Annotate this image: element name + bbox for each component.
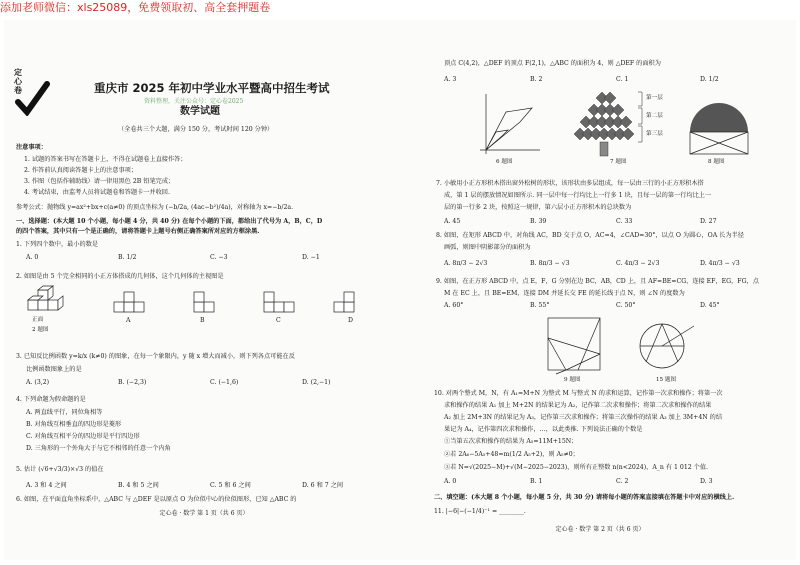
q4-option-c: C. 对角线互相平分的四边形是平行四边形 (26, 433, 140, 440)
section-1-heading: 一、选择题：(本大题 10 个小题，每小题 4 分，共 40 分) 在每个小题的下面，都给出了代号为 A，B，C，D (16, 218, 323, 225)
fig7-caption: 7 题图 (610, 159, 627, 165)
q5-option-c: C. 5 和 6 之间 (210, 482, 251, 489)
q1-option-d: D. −1 (302, 254, 320, 261)
page-title: 重庆市 2025 年初中学业水平暨高中招生考试 (94, 81, 330, 95)
question-10-cont-3: 果记为 A₄，记作第四次求和操作，…，以此类推. 下列说法正确的个数是 (444, 426, 643, 433)
notice-title: 注意事项： (16, 144, 47, 151)
fig8-caption: 8 题图 (708, 159, 725, 165)
q3-option-c: C. (−1,6) (210, 379, 239, 386)
question-3-cont: 比例函数图象上的是 (26, 366, 82, 373)
q6-option-d: D. 1/2 (700, 76, 719, 83)
question-6-cont: 顶点 C(4,2)，△DEF 的顶点 F(2,1)，△ABC 的面积为 4，则 △DEF 的面积为 (444, 60, 661, 67)
fig15-caption: 15 题图 (656, 377, 677, 383)
q2-option-a: A (126, 317, 131, 324)
q2-option-c: C (276, 317, 281, 324)
q8-option-b: B. 8π/3 − √3 (530, 260, 570, 267)
layer-1-label: 第一层 (646, 95, 663, 101)
question-6: 6. 如图，在平面直角坐标系中，△ABC 与 △DEF 是以原点 O 为位似中心的位似图形，已知 △ABC 的 (16, 496, 297, 503)
question-8: 8. 如图，在矩形 ABCD 中，对角线 AC，BD 交于点 O，AC=4，∠CAD=30°，以点 O 为圆心，OA 长为半径 (436, 232, 744, 239)
exam-page-2 (404, 20, 796, 560)
q9-option-b: B. 55° (530, 302, 550, 309)
q4-option-b: B. 对角线互相垂直的四边形是菱形 (26, 421, 122, 428)
notice-2: 2. 作答前认真阅读答题卡上的注意事项； (24, 167, 138, 174)
q3-option-b: B. (−2,3) (118, 379, 147, 386)
stamp-logo (14, 68, 50, 116)
q10-option-d: D. 3 (700, 478, 713, 485)
question-11: 11. |−6|−(−1/4)⁻¹ = ________. (434, 508, 526, 515)
q9-option-a: A. 60° (444, 302, 464, 309)
q2-caption: 2 题图 (32, 327, 49, 333)
promo-banner: 添加老师微信：xls25089，免费领取初、高全套押题卷 (0, 1, 271, 14)
q4-option-d: D. 三角形的一个外角大于与它不相邻的任意一个内角 (26, 445, 171, 452)
q9-option-c: C. 50° (616, 302, 636, 309)
exam-note: （全卷共三个大题，满分 150 分，考试时间 120 分钟） (118, 126, 274, 133)
q10-option-a: A. 0 (444, 478, 457, 485)
rectangle-arc-figure (686, 116, 752, 156)
circle-figure (632, 316, 702, 374)
q2-view-options (104, 290, 364, 320)
q3-option-a: A. (3,2) (26, 379, 50, 386)
q3-option-d: D. (2,−1) (302, 379, 331, 386)
q5-option-d: D. 6 和 7 之间 (302, 482, 344, 489)
exam-page-1 (4, 20, 404, 560)
reference-formula: 参考公式：抛物线 y=ax²+bx+c(a≠0) 的顶点坐标为 (−b/2a, (4ac−b²)/4a)，对称轴为 x=−b/2a. (16, 204, 294, 211)
q7-option-a: A. 45 (444, 218, 461, 225)
question-10-cont: 求和操作的结果 A₁ 加上 M+2N 的结果记为 A₂，记作第二次求和操作；将第二次求和操作的结果 (444, 402, 712, 409)
q7-option-b: B. 39 (530, 218, 547, 225)
checkmark-icon (14, 68, 50, 116)
section-2-heading: 二、填空题：(本大题 8 个小题，每小题 5 分，共 30 分) 请将每小题的答案直接填在答题卡中对应的横线上. (434, 494, 735, 501)
square-figure (544, 314, 606, 374)
subject-title: 数学试题 (180, 106, 220, 117)
q4-option-a: A. 两直线平行，同位角相等 (26, 409, 103, 416)
q10-statement-1: ①当第五次求和操作的结果为 A₅=11M+15N； (444, 438, 578, 445)
q6-coordinate-figure (476, 92, 542, 154)
q10-option-c: C. 2 (616, 478, 629, 485)
q6-option-a: A. 3 (444, 76, 457, 83)
question-7-cont-2: 层的第一行多 2 块，按照这一规律，第六层小正方形积木的总块数为 (444, 204, 632, 211)
notice-1: 1. 试题的答案书写在答题卡上，不得在试题卷上直接作答； (24, 156, 187, 163)
notice-4: 4. 考试结束，由监考人员将试题卷和答题卡一并收回. (24, 189, 170, 196)
q10-statement-2: ②若 2A₆−5A₅+48=m(1/2 A₅+2)，则 A₅≠0； (444, 451, 579, 458)
layer-3-label: 第三层 (646, 131, 663, 137)
question-3: 3. 已知反比例函数 y=k/x (k≠0) 的图象，在每一个象限内，y 随 x 增大而减小，则下列各点可能在反 (16, 353, 295, 360)
stamp-text: 定心卷 (14, 67, 22, 95)
q10-option-b: B. 1 (530, 478, 543, 485)
q1-option-b: B. 1/2 (118, 254, 137, 261)
fig6-caption: 6 题图 (496, 159, 513, 165)
q2-option-b: B (200, 317, 205, 324)
page-footer-1: 定心卷 · 数学 第 1 页（共 6 页） (159, 510, 249, 517)
watermark-text: 资料整理，关注公众号：定心卷2025 (144, 98, 244, 105)
question-9-cont: M 在 EC 上，且 BE=EM，连接 DM 并延长交 FE 的延长线于点 N，则 ∠N 的度数为 (444, 290, 685, 297)
q8-option-c: C. 4π/3 − 2√3 (616, 260, 660, 267)
layer-2-label: 第二层 (646, 113, 663, 119)
q7-option-c: C. 33 (616, 218, 633, 225)
front-label: 正面 (32, 317, 44, 323)
question-2: 2. 如图是由 5 个完全相同的小正方体搭成的几何体，这个几何体的主视图是 (16, 273, 224, 280)
q2-option-d: D (348, 317, 353, 324)
question-10: 10. 对两个整式 M，N，有 A₁=M+N 为整式 M 与整式 N 的求和运算，记作第一次求和操作；将第一次 (434, 390, 723, 397)
notice-3: 3. 作图（包括作辅助线）请一律用黑色 2B 铅笔完成； (24, 178, 175, 185)
fig9-caption: 9 题图 (564, 377, 581, 383)
section-1-heading-cont: 的四个答案，其中只有一个是正确的，请将答题卡上题号右侧正确答案所对应的方框涂黑. (16, 228, 260, 235)
question-1: 1. 下列四个数中，最小的数是 (16, 241, 99, 248)
question-9: 9. 如图，在正方形 ABCD 中，点 E，F，G 分别在边 BC，AB，CD 上，且 AF=BE=CG，连接 EF，EG，FG，点 (436, 278, 759, 285)
q8-option-a: A. 8π/3 − 2√3 (444, 260, 488, 267)
q7-option-d: D. 27 (700, 218, 717, 225)
q6-option-b: B. 2 (530, 76, 543, 83)
cube-stack-figure (26, 286, 66, 316)
q5-option-b: B. 4 和 5 之间 (118, 482, 159, 489)
question-5: 5. 估计 (√6+√3/3)×√3 的值在 (16, 466, 104, 473)
q1-option-a: A. 0 (26, 254, 39, 261)
q8-option-d: D. 4π/3 − √3 (700, 260, 740, 267)
q6-option-c: C. 1 (616, 76, 629, 83)
q9-option-d: D. 45° (700, 302, 720, 309)
q5-option-a: A. 3 和 4 之间 (26, 482, 67, 489)
question-8-cont: 画弧，则图中阴影部分的面积为 (444, 244, 531, 251)
q1-option-c: C. −3 (210, 254, 228, 261)
q10-statement-3: ③若 N=√(2025−M)+√(M−2025−2023)，则所有正整数 n(n<2024)，A_n 有 1 012 个值. (444, 464, 709, 471)
question-7: 7. 小敏用小正方形积木搭出窗外松树的形状，该形状由多层组成，每一层由三行的小正方形积木搭 (436, 180, 704, 187)
question-10-cont-2: A₂ 加上 2M+3N 的结果记为 A₃，记作第三次求和操作；将第三次操作的结果 A₃ 加上 3M+4N 的结 (444, 414, 723, 421)
page-footer-2: 定心卷 · 数学 第 2 页（共 6 页） (555, 526, 645, 533)
question-7-cont: 成，第 1 层的摆放情况如图所示. 同一层中每一行均比上一行多 1 块，且每一层的第一行均比上一 (444, 192, 712, 199)
question-4: 4. 下列命题为假命题的是 (16, 396, 86, 403)
